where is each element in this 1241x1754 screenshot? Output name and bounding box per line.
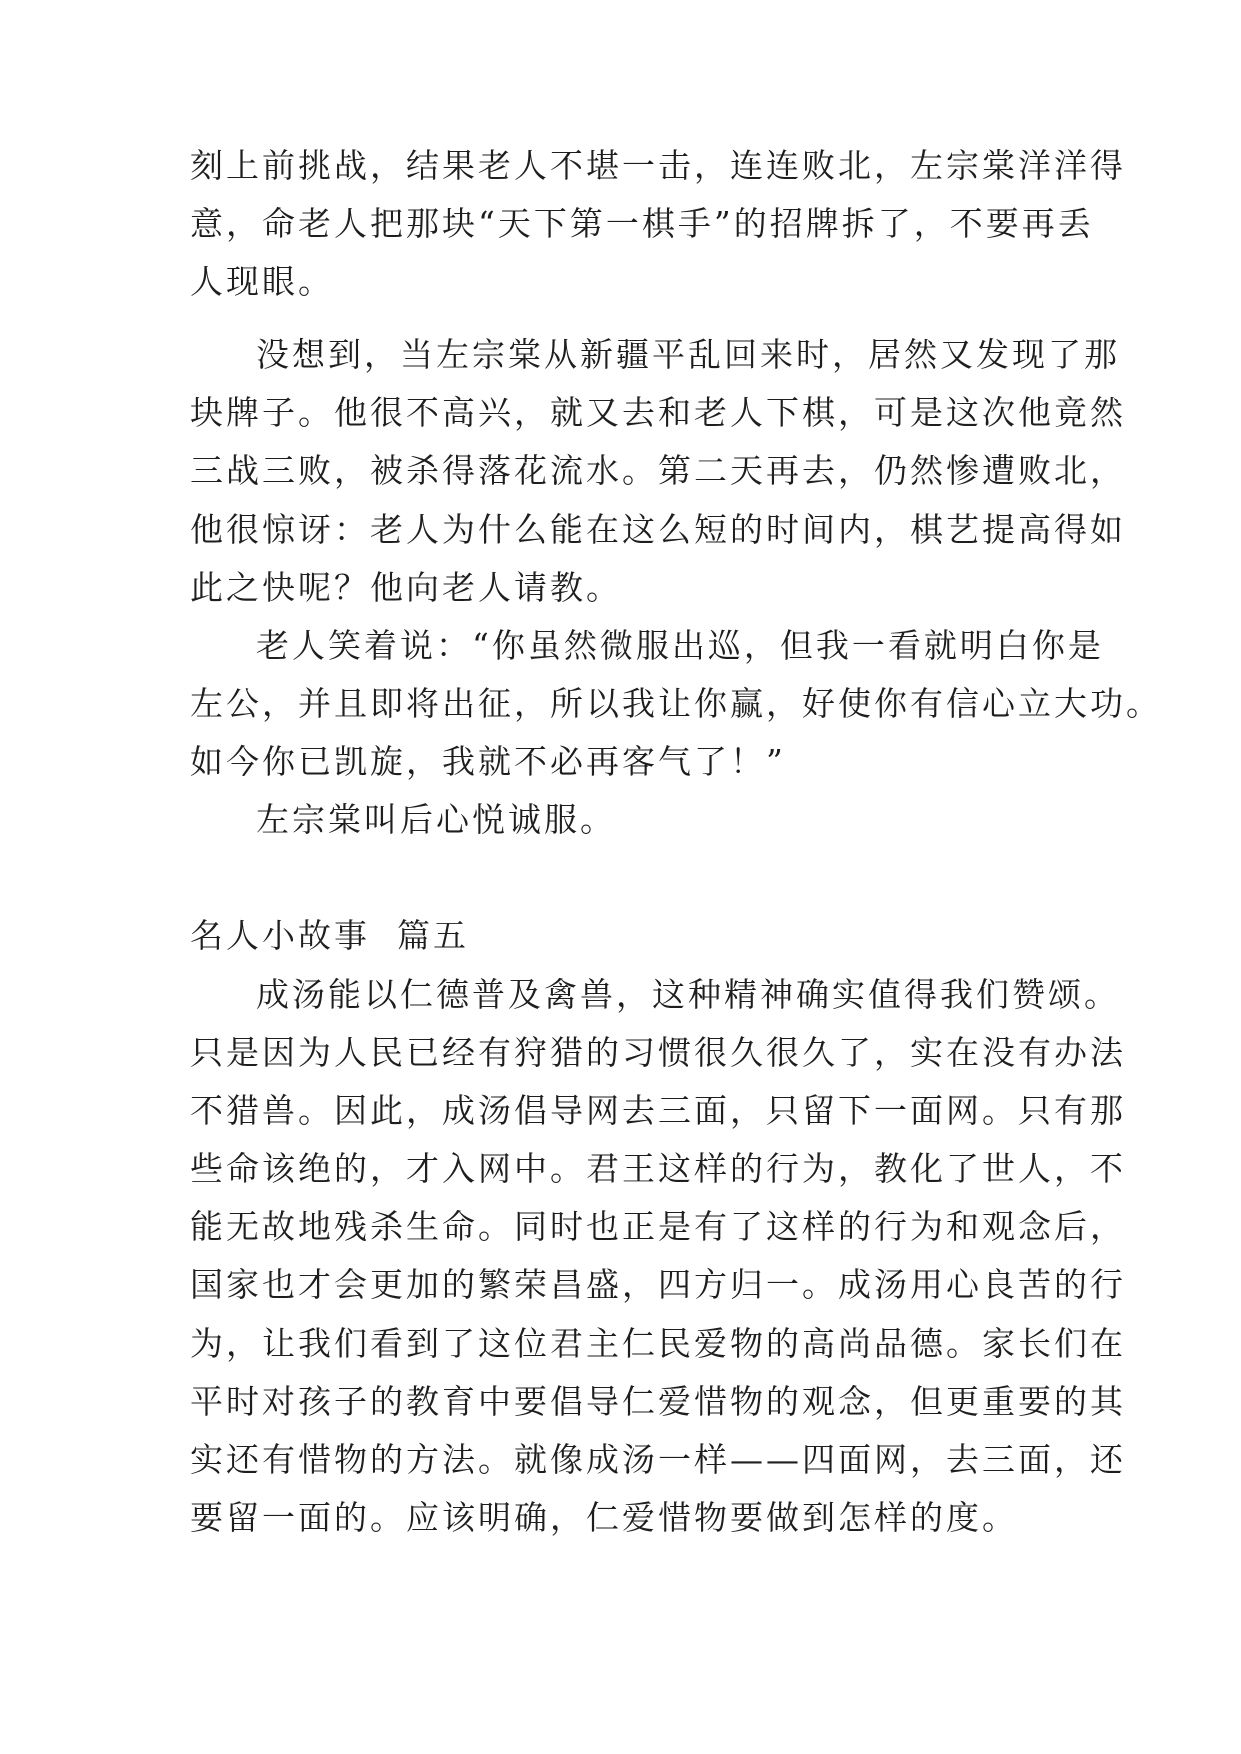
- story-line: 三战三败，被杀得落花流水。第二天再去，仍然惨遭败北，: [190, 451, 1126, 490]
- story-line: 老人笑着说：“你虽然微服出巡，但我一看就明白你是: [256, 626, 1104, 665]
- section-line: 国家也才会更加的繁荣昌盛，四方归一。成汤用心良苦的行: [190, 1265, 1126, 1304]
- story-line: 此之快呢？他向老人请教。: [190, 568, 622, 607]
- section-line: 实还有惜物的方法。就像成汤一样——四面网，去三面，还: [190, 1440, 1126, 1479]
- section-line: 能无故地残杀生命。同时也正是有了这样的行为和观念后，: [190, 1207, 1126, 1246]
- story-line: 如今你已凯旋，我就不必再客气了！”: [190, 742, 786, 781]
- story-line: 没想到，当左宗棠从新疆平乱回来时，居然又发现了那: [256, 335, 1120, 374]
- section-line: 不猎兽。因此，成汤倡导网去三面，只留下一面网。只有那: [190, 1091, 1126, 1130]
- section-line: 平时对孩子的教育中要倡导仁爱惜物的观念，但更重要的其: [190, 1382, 1126, 1421]
- section-line: 要留一面的。应该明确，仁爱惜物要做到怎样的度。: [190, 1498, 1018, 1537]
- section-line: 些命该绝的，才入网中。君王这样的行为，教化了世人，不: [190, 1149, 1126, 1188]
- section-line: 为，让我们看到了这位君主仁民爱物的高尚品德。家长们在: [190, 1324, 1126, 1363]
- section-line: 只是因为人民已经有狩猎的习惯很久很久了，实在没有办法: [190, 1033, 1126, 1072]
- section-line: 成汤能以仁德普及禽兽，这种精神确实值得我们赞颂。: [256, 975, 1120, 1014]
- story-line: 左公，并且即将出征，所以我让你赢，好使你有信心立大功。: [190, 684, 1162, 723]
- story-line: 他很惊讶：老人为什么能在这么短的时间内，棋艺提高得如: [190, 510, 1126, 549]
- story-line: 刻上前挑战，结果老人不堪一击，连连败北，左宗棠洋洋得: [190, 146, 1126, 185]
- story-line: 意，命老人把那块“天下第一棋手”的招牌拆了，不要再丢: [190, 204, 1094, 243]
- section-heading: 名人小故事 篇五: [190, 916, 469, 955]
- story-line: 左宗棠叫后心悦诚服。: [256, 800, 616, 839]
- story-line: 块牌子。他很不高兴，就又去和老人下棋，可是这次他竟然: [190, 393, 1126, 432]
- story-line: 人现眼。: [190, 262, 334, 301]
